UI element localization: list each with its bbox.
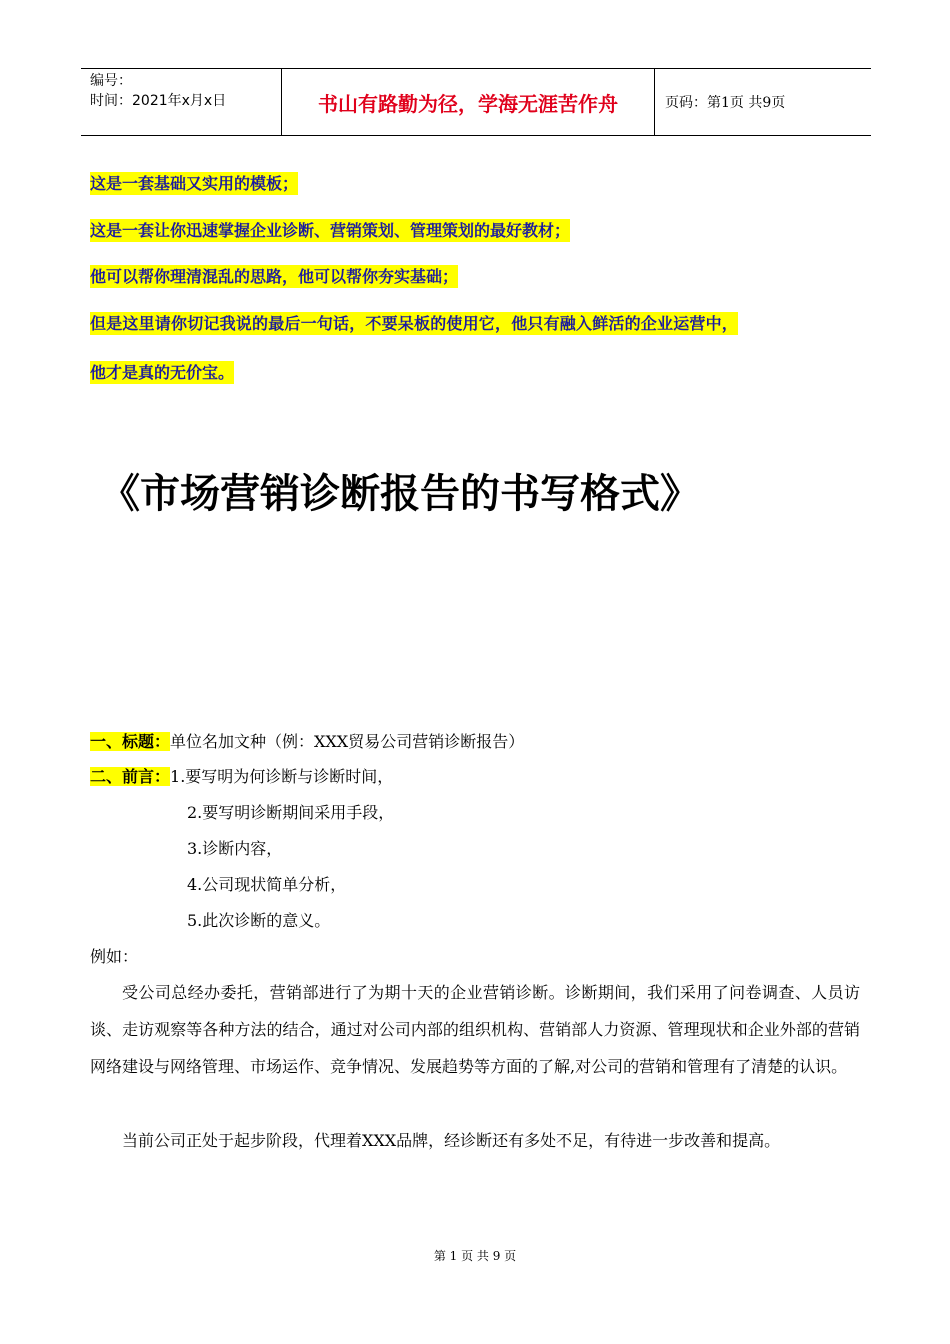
section-2-item-2: 2.要写明诊断期间采用手段， [187, 803, 395, 822]
header-page-label: 页码：第1页 共9页 [665, 95, 786, 111]
section-2-item-4: 4.公司现状简单分析， [187, 875, 347, 894]
section-2-label: 二、前言： [90, 767, 171, 786]
intro-line-2: 这是一套让你迅速掌握企业诊断、营销策划、管理策划的最好教材； [90, 221, 571, 240]
section-2-item-5: 5.此次诊断的意义。 [187, 911, 331, 930]
section-1-text: 单位名加文种（例：XXX贸易公司营销诊断报告） [170, 732, 525, 751]
time-label: 时间：2021年x月x日 [90, 93, 227, 109]
intro-line-5: 他才是真的无价宝。 [90, 363, 235, 382]
header-table [81, 68, 871, 136]
section-2-item-3: 3.诊断内容， [187, 839, 283, 858]
example-paragraph-2: 当前公司正处于起步阶段，代理着XXX品牌，经诊断还有多处不足，有待进一步改善和提高。 [122, 1131, 781, 1150]
intro-line-1: 这是一套基础又实用的模板； [90, 174, 299, 193]
header-motto: 书山有路勤为径，学海无涯苦作舟 [281, 69, 655, 135]
section-2 [90, 766, 393, 788]
page-footer: 第 1 页 共 9 页 [433, 1249, 517, 1263]
intro-line-4: 但是这里请你切记我说的最后一句话，不要呆板的使用它，他只有融入鲜活的企业运营中， [90, 314, 739, 333]
number-label: 编号： [90, 73, 132, 89]
intro-line-3: 他可以帮你理清混乱的思路，他可以帮你夯实基础； [90, 267, 459, 286]
section-2-item-1: 1.要写明为何诊断与诊断时间， [170, 767, 394, 786]
section-1 [90, 731, 524, 753]
example-paragraph-1: 受公司总经办委托，营销部进行了为期十天的企业营销诊断。诊断期间，我们采用了问卷调查、人员访谈、走访观察等各种方法的结合，通过对公司内部的组织机构、营销部人力资源、管理现状和企业外部的营销网络建设与网络管理、市场运作、竞争情况、发展趋势等方面的了解,对公司的营销和管理有了清楚的认识。 [90, 983, 860, 1076]
header-meta [81, 69, 281, 135]
document-title: 《市场营销诊断报告的书写格式》 [100, 470, 700, 517]
example-label: 例如： [90, 947, 139, 966]
section-1-label: 一、标题： [90, 732, 171, 751]
